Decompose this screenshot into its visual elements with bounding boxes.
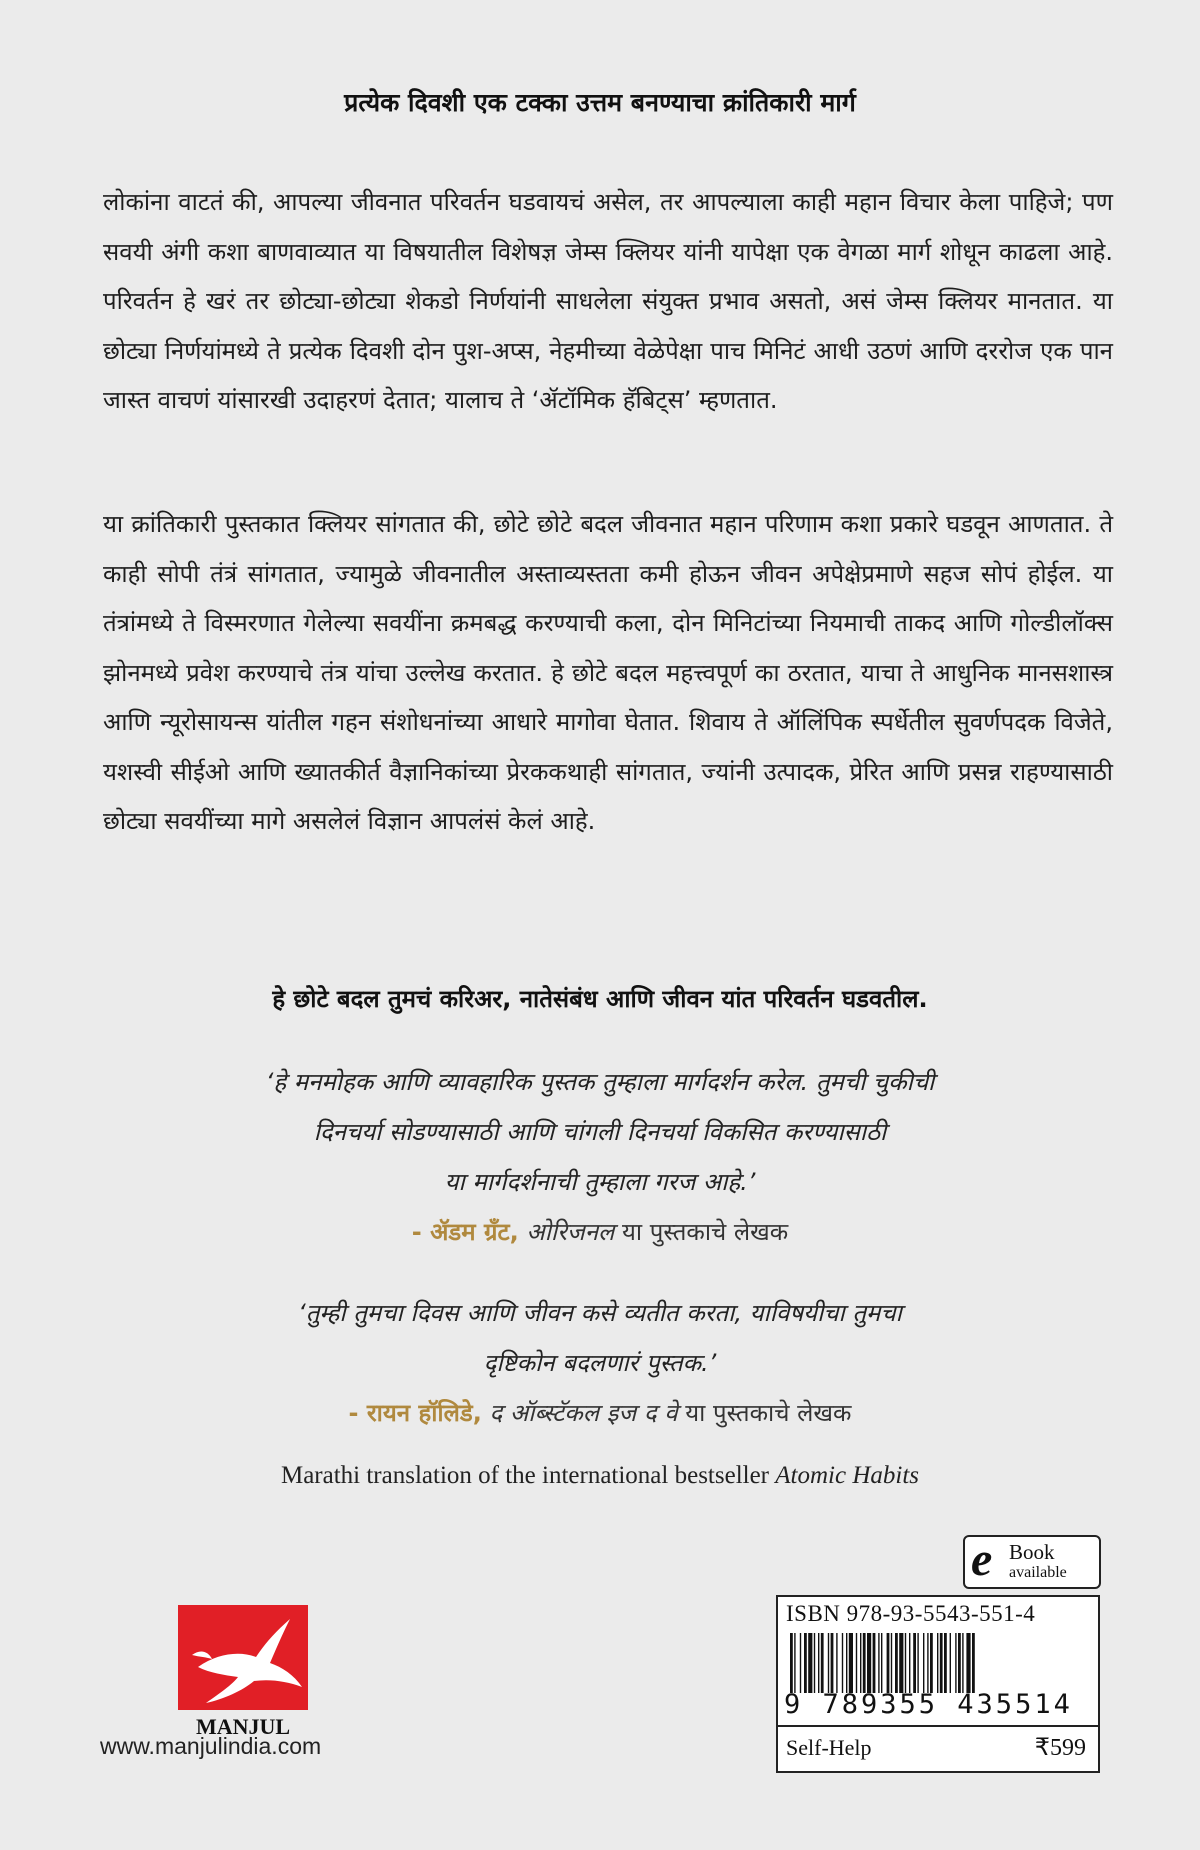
translation-note: [0, 1462, 1200, 1490]
description-paragraph-2: या क्रांतिकारी पुस्तकात क्लियर सांगतात की, छोटे छोटे बदल जीवनात महान परिणाम कशा प्रकारे घडवून आणतात. ते काही सोपी तंत्रं सांगतात, ज्यामुळे जीवनातील अस्ताव्यस्तता कमी होऊन जीवन अपेक्षेप्रमाणे सहज सोपं होईल. या तंत्रांमध्ये ते विस्मरणात गेलेल्या सवयींना क्रमबद्ध करण्याची कला, दोन मिनिटांच्या नियमाची ताकद आणि गोल्डीलॉक्स झोनमध्ये प्रवेश करण्याचे तंत्र यांचा उल्लेख करतात. हे छोटे बदल महत्त्वपूर्ण का ठरतात, याचा ते आधुनिक मानसशास्त्र आणि न्यूरोसायन्स यांतील गहन संशोधनांच्या आधारे मागोवा घेतात. शिवाय ते ऑलिंपिक स्पर्धेतील सुवर्णपदक विजेते, यशस्वी सीईओ आणि ख्यातकीर्त वैज्ञानिकांच्या प्रेरककथाही सांगतात, ज्यांनी उत्पादक, प्रेरित आणि प्रसन्न राहण्यासाठी छोट्या सवयींच्या मागे असलेलं विज्ञान आपलंसं केलं आहे.: [103, 510, 1113, 835]
testimonial-line: ‘तुम्ही तुमचा दिवस आणि जीवन कसे व्यतीत करता, याविषयीचा तुमचा: [298, 1299, 902, 1327]
testimonial-2: [0, 1288, 1200, 1438]
barcode-panel: [776, 1595, 1100, 1773]
testimonial-line: ‘हे मनमोहक आणि व्यावहारिक पुस्तक तुम्हाला मार्गदर्शन करेल. तुमची चुकीची: [265, 1068, 935, 1096]
publisher-website: www.manjulindia.com: [100, 1733, 322, 1759]
original-title: Atomic Habits: [775, 1462, 920, 1489]
testimonial-line: या मार्गदर्शनाची तुम्हाला गरज आहे.’: [444, 1168, 756, 1196]
ebook-sub: available: [1009, 1564, 1067, 1581]
book-price: ₹599: [1034, 1735, 1086, 1761]
testimonial-suffix: या पुस्तकाचे लेखक: [621, 1218, 789, 1246]
barcode-icon: [790, 1633, 1086, 1693]
ebook-available-badge: [963, 1535, 1101, 1589]
testimonial-suffix: या पुस्तकाचे लेखक: [685, 1399, 852, 1427]
testimonial-book: द ऑब्स्टॅकल इज द वे: [489, 1399, 678, 1427]
ebook-letter: e: [971, 1533, 993, 1586]
testimonial-attribution: [0, 1207, 1200, 1257]
book-category: Self-Help: [786, 1735, 872, 1760]
isbn-text: ISBN 978-93-5543-551-4: [786, 1601, 1036, 1626]
highlight-statement: हे छोटे बदल तुमचं करिअर, नातेसंबंध आणि जीवन यांत परिवर्तन घडवतील.: [272, 985, 928, 1013]
testimonial-book: ओरिजनल: [526, 1218, 615, 1246]
barcode-divider: [778, 1725, 1098, 1727]
swan-logo-icon: [178, 1605, 308, 1710]
description-paragraph-1: लोकांना वाटतं की, आपल्या जीवनात परिवर्तन घडवायचं असेल, तर आपल्याला काही महान विचार केला पाहिजे; पण सवयी अंगी कशा बाणवाव्यात या विषयातील विशेषज्ञ जेम्स क्लियर यांनी यापेक्षा एक वेगळा मार्ग शोधून काढला आहे. परिवर्तन हे खरं तर छोट्या-छोट्या शेकडो निर्णयांनी साधलेला संयुक्त प्रभाव असतो, असं जेम्स क्लियर मानतात. या छोट्या निर्णयांमध्ये ते प्रत्येक दिवशी दोन पुश-अप्स, नेहमीच्या वेळेपेक्षा पाच मिनिटं आधी उठणं आणि दररोज एक पान जास्त वाचणं यांसारखी उदाहरणं देतात; यालाच ते ‘ॲटॉमिक हॅबिट्स’ म्हणतात.: [103, 188, 1113, 414]
testimonial-attribution: [0, 1388, 1200, 1438]
testimonial-line: दृष्टिकोन बदलणारं पुस्तक.’: [483, 1349, 717, 1377]
testimonial-1: [0, 1057, 1200, 1257]
barcode-digits: 9 789355 435514: [784, 1689, 1073, 1720]
testimonial-line: दिनचर्या सोडण्यासाठी आणि चांगली दिनचर्या विकसित करण्यासाठी: [313, 1118, 887, 1146]
testimonial-author: - ॲडम ग्रँट,: [411, 1218, 519, 1246]
ebook-word: Book: [1009, 1540, 1055, 1564]
translation-note-prefix: Marathi translation of the international bestseller: [280, 1462, 770, 1489]
publisher-logo: [178, 1605, 308, 1740]
testimonial-author: - रायन हॉलिडे,: [348, 1399, 482, 1427]
tagline: प्रत्येक दिवशी एक टक्का उत्तम बनण्याचा क्रांतिकारी मार्ग: [344, 88, 856, 117]
publisher-name: MANJUL: [195, 1714, 291, 1739]
